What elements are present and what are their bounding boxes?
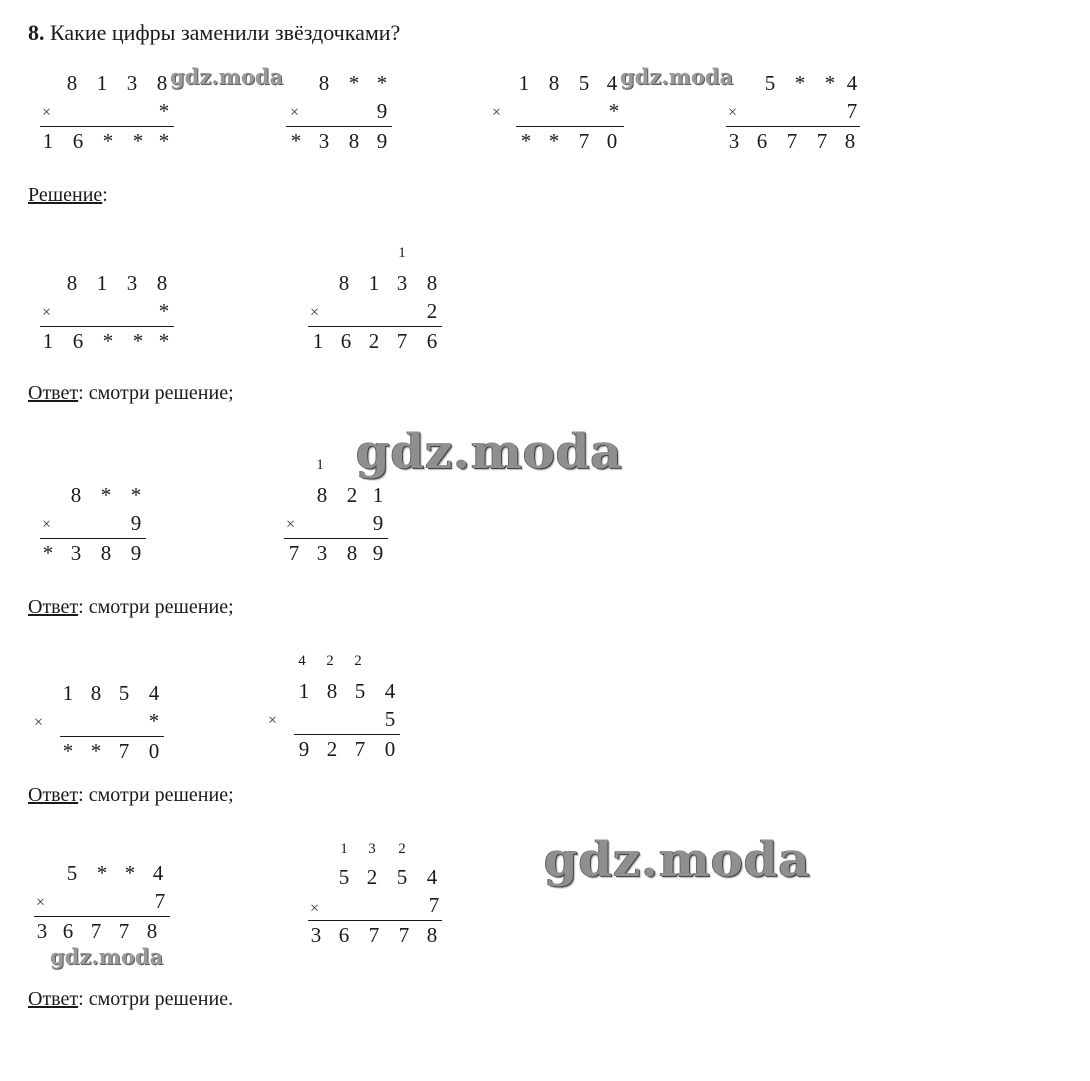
digit: 3 bbox=[126, 71, 138, 95]
digit: 5 bbox=[338, 865, 350, 889]
digit: 7 bbox=[786, 129, 798, 153]
digit: 7 bbox=[578, 129, 590, 153]
digit: 1 bbox=[368, 271, 380, 295]
solution-1-answer bbox=[308, 240, 448, 360]
digit: 7 bbox=[118, 739, 130, 763]
divider-line bbox=[40, 126, 174, 127]
digit: 7 bbox=[428, 893, 440, 917]
digit: 6 bbox=[340, 329, 352, 353]
answer-text: : смотри решение. bbox=[78, 988, 234, 1010]
solution-3-problem bbox=[34, 680, 174, 770]
times-sign: × bbox=[42, 516, 52, 533]
divider-line bbox=[284, 538, 388, 539]
digit: 7 bbox=[90, 919, 102, 943]
answer-1 bbox=[28, 382, 234, 405]
digit: 3 bbox=[36, 919, 48, 943]
digit: 8 bbox=[348, 129, 360, 153]
digit: 4 bbox=[426, 865, 438, 889]
digit: * bbox=[520, 129, 532, 153]
digit: 2 bbox=[326, 737, 338, 761]
digit: 5 bbox=[578, 71, 590, 95]
digit: 7 bbox=[396, 329, 408, 353]
digit: 1 bbox=[42, 129, 54, 153]
digit: 1 bbox=[96, 71, 108, 95]
divider-line bbox=[40, 326, 174, 327]
digit: 5 bbox=[764, 71, 776, 95]
task-header bbox=[28, 20, 400, 46]
answer-text: : смотри решение; bbox=[78, 382, 234, 404]
answer-text: : смотри решение; bbox=[78, 784, 234, 806]
answer-3 bbox=[28, 784, 234, 807]
divider-line bbox=[40, 538, 146, 539]
divider-line bbox=[516, 126, 624, 127]
digit: 1 bbox=[42, 329, 54, 353]
problem-4 bbox=[726, 70, 866, 160]
digit: 2 bbox=[346, 483, 358, 507]
solution-2-problem bbox=[40, 482, 160, 572]
digit: 2 bbox=[368, 329, 380, 353]
carry-digit: 1 bbox=[340, 841, 348, 857]
carry-digit: 3 bbox=[368, 841, 376, 857]
carry-digit: 1 bbox=[398, 245, 406, 261]
digit: * bbox=[102, 129, 114, 153]
carry-digit: 2 bbox=[354, 653, 362, 669]
digit: 4 bbox=[384, 679, 396, 703]
times-sign: × bbox=[34, 714, 44, 731]
digit: * bbox=[158, 129, 170, 153]
digit: * bbox=[100, 483, 112, 507]
answer-text: : смотри решение; bbox=[78, 596, 234, 618]
watermark: gdz.moda bbox=[544, 832, 811, 888]
divider-line bbox=[286, 126, 392, 127]
digit: 8 bbox=[90, 681, 102, 705]
divider-line bbox=[60, 736, 164, 737]
digit: 0 bbox=[606, 129, 618, 153]
solution-3-answer bbox=[268, 648, 408, 768]
problem-1 bbox=[40, 70, 180, 160]
digit: 4 bbox=[148, 681, 160, 705]
times-sign: × bbox=[728, 104, 738, 121]
digit: 6 bbox=[62, 919, 74, 943]
carry-digit: 2 bbox=[326, 653, 334, 669]
digit: 3 bbox=[70, 541, 82, 565]
digit: 9 bbox=[372, 511, 384, 535]
digit: 5 bbox=[396, 865, 408, 889]
answer-label: Ответ bbox=[28, 784, 79, 806]
digit: 9 bbox=[376, 99, 388, 123]
digit: 3 bbox=[396, 271, 408, 295]
carry-digit: 4 bbox=[298, 653, 306, 669]
digit: 3 bbox=[316, 541, 328, 565]
digit: 9 bbox=[298, 737, 310, 761]
solution-1-problem bbox=[40, 270, 180, 360]
digit: 1 bbox=[298, 679, 310, 703]
solution-2-answer bbox=[284, 452, 404, 572]
times-sign: × bbox=[42, 304, 52, 321]
digit: 8 bbox=[426, 923, 438, 947]
answer-2 bbox=[28, 596, 234, 619]
carry-digit: 2 bbox=[398, 841, 406, 857]
digit: 8 bbox=[338, 271, 350, 295]
times-sign: × bbox=[42, 104, 52, 121]
digit: 0 bbox=[384, 737, 396, 761]
digit: 7 bbox=[154, 889, 166, 913]
divider-line bbox=[726, 126, 860, 127]
digit: * bbox=[102, 329, 114, 353]
digit: 9 bbox=[130, 511, 142, 535]
times-sign: × bbox=[492, 104, 502, 121]
digit: 9 bbox=[376, 129, 388, 153]
times-sign: × bbox=[286, 516, 296, 533]
solution-4-answer bbox=[308, 836, 448, 956]
task-question: Какие цифры заменили звёздочками? bbox=[50, 20, 401, 45]
task-number: 8. bbox=[28, 20, 45, 45]
digit: * bbox=[132, 329, 144, 353]
answer-label: Ответ bbox=[28, 382, 79, 404]
digit: 4 bbox=[846, 71, 858, 95]
digit: 7 bbox=[816, 129, 828, 153]
carry-digit: 1 bbox=[316, 457, 324, 473]
problem-3 bbox=[490, 70, 630, 160]
digit: * bbox=[824, 71, 836, 95]
digit: 1 bbox=[372, 483, 384, 507]
digit: 7 bbox=[288, 541, 300, 565]
digit: 5 bbox=[384, 707, 396, 731]
digit: * bbox=[90, 739, 102, 763]
digit: 3 bbox=[728, 129, 740, 153]
digit: 8 bbox=[70, 483, 82, 507]
digit: 8 bbox=[844, 129, 856, 153]
answer-label: Ответ bbox=[28, 596, 79, 618]
digit: 4 bbox=[152, 861, 164, 885]
digit: * bbox=[42, 541, 54, 565]
digit: * bbox=[348, 71, 360, 95]
digit: * bbox=[548, 129, 560, 153]
digit: * bbox=[290, 129, 302, 153]
times-sign: × bbox=[268, 712, 278, 729]
times-sign: × bbox=[290, 104, 300, 121]
digit: * bbox=[158, 299, 170, 323]
digit: * bbox=[62, 739, 74, 763]
digit: 7 bbox=[368, 923, 380, 947]
digit: * bbox=[158, 329, 170, 353]
digit: * bbox=[124, 861, 136, 885]
digit: 6 bbox=[72, 129, 84, 153]
digit: 7 bbox=[354, 737, 366, 761]
digit: 7 bbox=[118, 919, 130, 943]
digit: * bbox=[608, 99, 620, 123]
digit: 5 bbox=[354, 679, 366, 703]
digit: 2 bbox=[366, 865, 378, 889]
digit: 8 bbox=[426, 271, 438, 295]
digit: * bbox=[148, 709, 160, 733]
digit: 6 bbox=[72, 329, 84, 353]
answer-label: Ответ bbox=[28, 988, 79, 1010]
digit: 8 bbox=[548, 71, 560, 95]
watermark: gdz.moda bbox=[50, 944, 164, 969]
digit: 1 bbox=[62, 681, 74, 705]
digit: 6 bbox=[756, 129, 768, 153]
digit: 8 bbox=[318, 71, 330, 95]
digit: 8 bbox=[156, 271, 168, 295]
digit: 8 bbox=[66, 71, 78, 95]
digit: * bbox=[794, 71, 806, 95]
digit: 1 bbox=[96, 271, 108, 295]
digit: 6 bbox=[338, 923, 350, 947]
digit: 9 bbox=[130, 541, 142, 565]
digit: 4 bbox=[606, 71, 618, 95]
digit: 6 bbox=[426, 329, 438, 353]
digit: 8 bbox=[100, 541, 112, 565]
digit: * bbox=[96, 861, 108, 885]
solution-label-text: Решение bbox=[28, 184, 103, 206]
digit: 7 bbox=[398, 923, 410, 947]
digit: * bbox=[132, 129, 144, 153]
digit: 8 bbox=[326, 679, 338, 703]
times-sign: × bbox=[36, 894, 46, 911]
digit: 3 bbox=[310, 923, 322, 947]
digit: * bbox=[376, 71, 388, 95]
digit: 8 bbox=[346, 541, 358, 565]
digit: 1 bbox=[518, 71, 530, 95]
problem-2 bbox=[286, 70, 406, 160]
digit: 8 bbox=[316, 483, 328, 507]
digit: 3 bbox=[126, 271, 138, 295]
divider-line bbox=[34, 916, 170, 917]
digit: 8 bbox=[156, 71, 168, 95]
solution-label: Решение: bbox=[28, 184, 108, 206]
digit: 1 bbox=[312, 329, 324, 353]
watermark: gdz.moda bbox=[620, 64, 734, 89]
answer-4 bbox=[28, 988, 233, 1011]
digit: 0 bbox=[148, 739, 160, 763]
watermark: gdz.moda bbox=[356, 424, 623, 480]
digit: 8 bbox=[146, 919, 158, 943]
digit: 5 bbox=[118, 681, 130, 705]
digit: * bbox=[130, 483, 142, 507]
times-sign: × bbox=[310, 304, 320, 321]
divider-line bbox=[294, 734, 400, 735]
digit: 2 bbox=[426, 299, 438, 323]
digit: 3 bbox=[318, 129, 330, 153]
digit: 7 bbox=[846, 99, 858, 123]
divider-line bbox=[308, 326, 442, 327]
digit: 9 bbox=[372, 541, 384, 565]
divider-line bbox=[308, 920, 442, 921]
times-sign: × bbox=[310, 900, 320, 917]
watermark: gdz.moda bbox=[170, 64, 284, 89]
digit: 8 bbox=[66, 271, 78, 295]
digit: 5 bbox=[66, 861, 78, 885]
digit: * bbox=[158, 99, 170, 123]
solution-4-problem bbox=[34, 860, 174, 950]
